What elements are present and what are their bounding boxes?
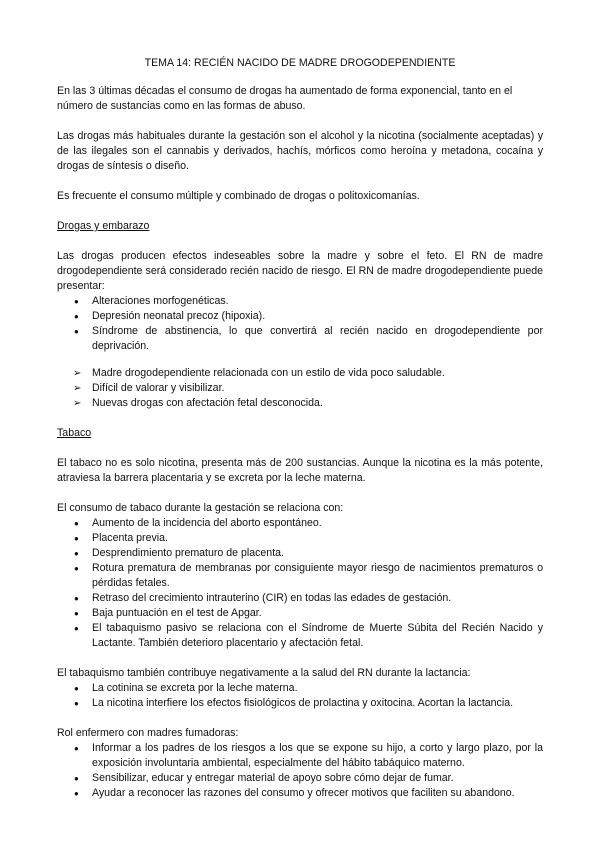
intro-paragraph-1: En las 3 últimas décadas el consumo de drogas ha aumentado de forma exponencial, tanto en el número de sustancias como en las formas de abuso.: [57, 85, 513, 112]
rol-bullet-list: [57, 741, 543, 801]
list-item: ● Depresión neonatal precoz (hipoxia).: [57, 309, 543, 324]
list-item: ● Retraso del crecimiento intrauterino (CIR) en todas las edades de gestación.: [57, 591, 543, 606]
drogas-bullet-list: [57, 294, 543, 354]
list-item: ● Rotura prematura de membranas por consiguiente mayor riesgo de nacimientos prematuros o pérdidas fetales.: [57, 561, 543, 591]
list-item: ● Baja puntuación en el test de Apgar.: [57, 606, 543, 621]
list-item: ● Desprendimiento prematuro de placenta.: [57, 546, 543, 561]
document-content: [57, 56, 543, 801]
tabaco-paragraph: El tabaco no es solo nicotina, presenta más de 200 sustancias. Aunque la nicotina es la más potente, atraviesa la barrera placentaria y se excreta por la leche materna.: [57, 457, 543, 484]
lactancia-intro: El tabaquismo también contribuye negativamente a la salud del RN durante la lactancia:: [57, 667, 471, 679]
list-item: ● Alteraciones morfogenéticas.: [57, 294, 543, 309]
section-heading-tabaco: Tabaco: [57, 427, 92, 439]
list-item: ➢ Difícil de valorar y visibilizar.: [57, 381, 543, 396]
list-item: ● Ayudar a reconocer las razones del consumo y ofrecer motivos que faciliten su abandono.: [57, 786, 543, 801]
list-item: ● La nicotina interfiere los efectos fisiológicos de prolactina y oxitocina. Acortan la lactancia.: [57, 696, 543, 711]
intro-paragraph-2: Las drogas más habituales durante la gestación son el alcohol y la nicotina (socialmente aceptadas) y de las ilegales son el cannabis y derivados, hachís, mórficos como heroína y metadona, cocaína y drogas de síntesis o diseño.: [57, 130, 543, 172]
list-item: ● Sensibilizar, educar y entregar material de apoyo sobre cómo dejar de fumar.: [57, 771, 543, 786]
page-title: TEMA 14: RECIÉN NACIDO DE MADRE DROGODEPENDIENTE: [144, 57, 456, 69]
list-item: ● Informar a los padres de los riesgos a los que se expone su hijo, a corto y largo plazo, por la exposición involuntaria ambiental, especialmente del hábito tabáquico materno.: [57, 741, 543, 771]
section-heading-drogas: Drogas y embarazo: [57, 220, 150, 232]
list-item: ● Placenta previa.: [57, 531, 543, 546]
consumo-intro: El consumo de tabaco durante la gestación se relaciona con:: [57, 502, 344, 514]
consumo-bullet-list: [57, 516, 543, 651]
list-item: ➢ Madre drogodependiente relacionada con un estilo de vida poco saludable.: [57, 366, 543, 381]
list-item: ● Aumento de la incidencia del aborto espontáneo.: [57, 516, 543, 531]
list-item: ● La cotinina se excreta por la leche materna.: [57, 681, 543, 696]
drogas-arrow-list: [57, 366, 543, 411]
rol-intro: Rol enfermero con madres fumadoras:: [57, 727, 239, 739]
lactancia-bullet-list: [57, 681, 543, 711]
list-item: ➢ Nuevas drogas con afectación fetal desconocida.: [57, 396, 543, 411]
list-item: ● El tabaquismo pasivo se relaciona con el Síndrome de Muerte Súbita del Recién Nacido y Lactante. También deterioro placentario y afectación fetal.: [57, 621, 543, 651]
intro-paragraph-3: Es frecuente el consumo múltiple y combinado de drogas o politoxicomanías.: [57, 190, 420, 202]
list-item: ● Síndrome de abstinencia, lo que convertirá al recién nacido en drogodependiente por deprivación.: [57, 324, 543, 354]
drogas-paragraph: Las drogas producen efectos indeseables sobre la madre y sobre el feto. El RN de madre drogodependiente será considerado recién nacido de riesgo. El RN de madre drogodependiente puede presentar:: [57, 250, 543, 292]
